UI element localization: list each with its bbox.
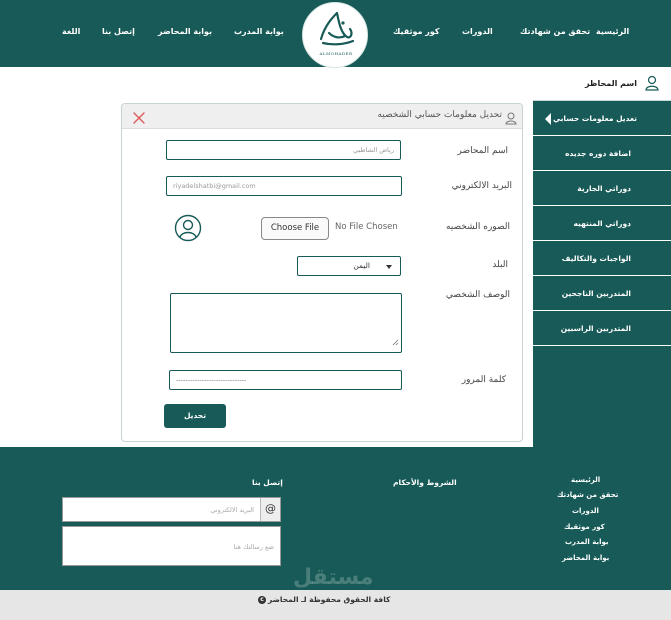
avatar-placeholder-icon (174, 214, 202, 246)
chevron-down-icon (386, 265, 392, 269)
user-icon (645, 75, 659, 95)
nav-trainer-portal[interactable]: بوابة المدرب (234, 27, 284, 36)
dashboard-sidebar (533, 67, 671, 447)
sidebar-item-label: المتدربين الراسبين (560, 324, 631, 333)
footer-link-verify[interactable]: تحقق من شهادتك (557, 491, 619, 499)
nav-partner[interactable]: كور موثقيك (393, 27, 440, 36)
sidebar-user-name: اسم المحاظر (584, 79, 637, 88)
sidebar-item-current-courses[interactable] (533, 172, 671, 206)
footer-link-partner[interactable]: كور موثقيك (564, 523, 605, 531)
copyright-icon: c (258, 596, 266, 604)
sidebar-item-finished-courses[interactable] (533, 207, 671, 241)
close-icon[interactable] (132, 110, 146, 124)
footer-message-placeholder: ضع رسالتك هنا (233, 543, 274, 551)
nav-home[interactable]: الرئيسية (596, 27, 630, 36)
email-label: البريد الالكتروني (451, 181, 512, 191)
password-label: كلمة المرور (461, 375, 506, 385)
password-input[interactable]: ------------------------------ (169, 370, 402, 390)
site-footer (0, 447, 671, 590)
footer-message-textarea[interactable] (62, 526, 281, 566)
user-icon (505, 110, 517, 129)
copyright-label: كافة الحقوق محفوظة لـ المحاضر (268, 595, 391, 604)
sidebar-item-failed-trainees[interactable] (533, 312, 671, 346)
footer-link-lecturer-portal[interactable]: بوابة المحاضر (562, 554, 610, 562)
sidebar-item-assignments[interactable] (533, 242, 671, 276)
sidebar-user-header (533, 67, 671, 101)
modal-header (122, 104, 522, 129)
sidebar-item-edit-account[interactable] (533, 102, 671, 136)
email-input[interactable]: riyadelshatbi@gmail.com (166, 176, 402, 196)
modal-title: تحديل معلومات حسابي الشخصيه (377, 110, 502, 120)
footer-link-courses[interactable]: الدورات (572, 507, 599, 515)
watermark-text: مستقل (293, 565, 374, 590)
name-label: اسم المحاضر (457, 146, 508, 156)
country-label: البلد (492, 260, 508, 270)
sidebar-item-label: الواجبات والتكاليف (561, 254, 631, 263)
bio-textarea[interactable] (170, 293, 402, 353)
footer-link-trainer-portal[interactable]: بوابة المدرب (565, 538, 609, 546)
country-select-value: اليمن (353, 261, 370, 270)
sidebar-item-label: تعديل معلومات حسابي (552, 114, 637, 123)
logo-calligraphy-icon (303, 3, 369, 53)
choose-file-button[interactable]: Choose File (261, 217, 329, 240)
top-navbar (0, 0, 671, 67)
footer-link-home[interactable]: الرئيسية (571, 476, 601, 484)
active-arrow-icon (545, 113, 551, 125)
sidebar-item-passed-trainees[interactable] (533, 277, 671, 311)
nav-contact[interactable]: إتصل بنا (102, 27, 135, 36)
footer-terms-link[interactable]: الشروط والأحكام (393, 478, 457, 487)
footer-email-placeholder: البريد الالكتروني (210, 506, 254, 514)
nav-courses[interactable]: الدورات (462, 27, 493, 36)
photo-label: الصوره الشخصيه (445, 222, 510, 232)
sidebar-item-label: المتدربين الناجحين (561, 289, 631, 298)
sidebar-item-label: اضافة دوره جديده (565, 149, 631, 158)
site-logo[interactable] (302, 2, 368, 68)
footer-contact-heading: إتصل بنا (252, 478, 283, 487)
name-input[interactable]: رياض الشاطبي (166, 140, 401, 160)
sidebar-item-label: دوراتي المنتهيه (573, 219, 631, 228)
copyright-text (258, 595, 390, 604)
copyright-bar (0, 590, 671, 620)
nav-language[interactable]: اللغة (62, 27, 81, 36)
country-select[interactable] (297, 256, 401, 276)
sidebar-item-add-course[interactable] (533, 137, 671, 171)
file-status-text: No File Chosen (335, 222, 398, 232)
submit-button[interactable]: تحديل (164, 404, 226, 428)
logo-subtitle: ALMOHADER (319, 51, 353, 56)
edit-account-modal (121, 103, 523, 442)
footer-email-input[interactable] (62, 497, 281, 522)
nav-lecturer-portal[interactable]: بوابة المحاضر (158, 27, 212, 36)
at-icon: @ (260, 498, 280, 521)
sidebar-item-label: دوراتي الجارية (577, 184, 631, 193)
bio-label: الوصف الشخصي (445, 290, 510, 300)
nav-verify-certificate[interactable]: تحقق من شهادتك (520, 27, 591, 36)
resize-grip-icon[interactable] (392, 331, 399, 350)
